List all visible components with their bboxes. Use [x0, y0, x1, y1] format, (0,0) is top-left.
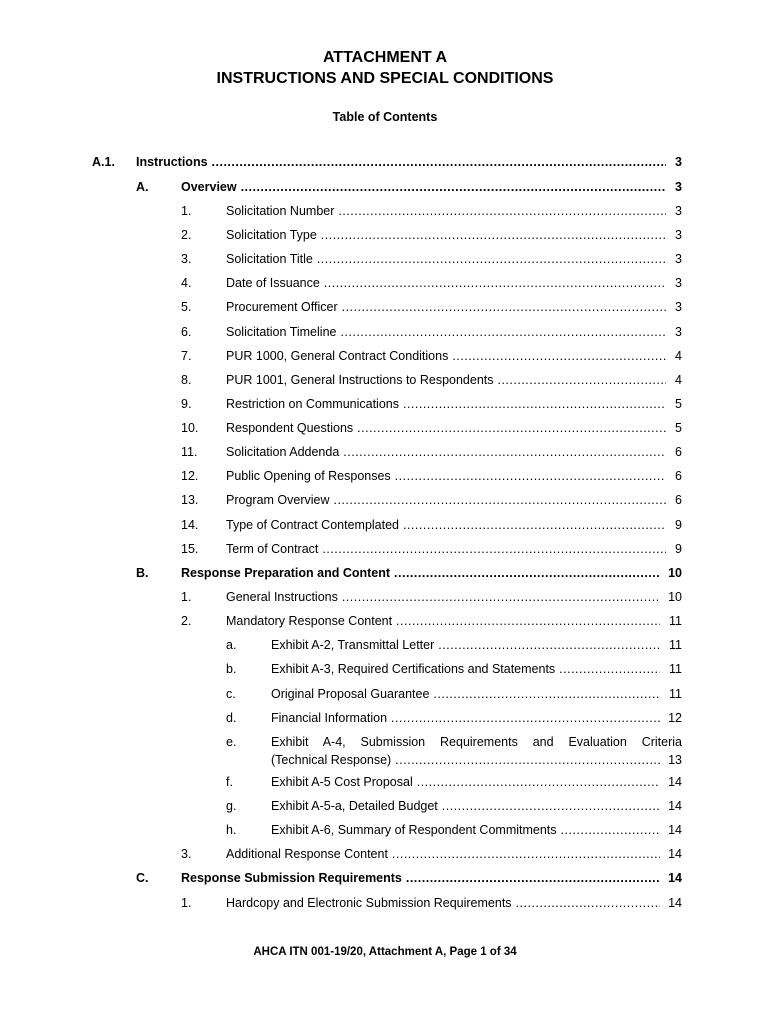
toc-entry-page: 14	[668, 775, 682, 789]
toc-entry-number: C.	[136, 871, 149, 885]
toc-entry-number: 3.	[181, 252, 192, 266]
toc-entry-page: 11	[669, 638, 682, 652]
toc-entry-number: 12.	[181, 469, 199, 483]
document-title-line-1: ATTACHMENT A	[322, 49, 448, 66]
toc-entry-pur-1001[interactable]	[0, 371, 770, 391]
toc-entry-title: Exhibit A-3, Required Certifications and Statements .....	[271, 660, 660, 678]
toc-entry-c-response-submission[interactable]	[0, 869, 770, 889]
toc-entry-term-of-contract[interactable]	[0, 540, 770, 560]
toc-entry-page: 9	[675, 542, 682, 556]
toc-entry-page: 9	[675, 518, 682, 532]
toc-entry-page: 11	[669, 687, 682, 701]
toc-entry-number: b.	[226, 662, 237, 676]
toc-entry-title: Exhibit A-5-a, Detailed Budget .....	[271, 797, 660, 815]
toc-entry-page: 3	[675, 325, 682, 339]
toc-entry-number: 1.	[181, 896, 192, 910]
toc-entry-page: 3	[675, 252, 682, 266]
toc-entry-transmittal-letter[interactable]	[0, 636, 770, 656]
toc-entry-number: 9.	[181, 397, 192, 411]
toc-entry-submission-requirements[interactable]	[0, 733, 770, 773]
toc-entry-number: A.	[136, 180, 149, 194]
toc-entry-title: Public Opening of Responses .....	[226, 467, 666, 485]
toc-entry-number: h.	[226, 823, 237, 837]
toc-entry-title: Solicitation Timeline .....	[226, 323, 666, 341]
toc-entry-title: Date of Issuance .....	[226, 274, 666, 292]
toc-entry-date-of-issuance[interactable]	[0, 274, 770, 294]
toc-entry-page: 6	[675, 445, 682, 459]
toc-entry-restriction-on-communications[interactable]	[0, 395, 770, 415]
toc-entry-required-certifications[interactable]	[0, 660, 770, 680]
toc-entry-title: Financial Information .....	[271, 709, 660, 727]
toc-entry-page: 6	[675, 469, 682, 483]
toc-entry-hardcopy-electronic-submission[interactable]	[0, 894, 770, 914]
toc-entry-title: Procurement Officer .....	[226, 298, 666, 316]
toc-entry-title: Exhibit A-2, Transmittal Letter .....	[271, 636, 660, 654]
toc-entry-public-opening[interactable]	[0, 467, 770, 487]
toc-entry-page: 4	[675, 373, 682, 387]
toc-entry-b-response-preparation[interactable]	[0, 564, 770, 584]
toc-entry-title: Restriction on Communications .....	[226, 395, 666, 413]
toc-entry-general-instructions[interactable]	[0, 588, 770, 608]
toc-entry-page: 14	[668, 896, 682, 910]
toc-entry-page: 3	[675, 155, 682, 169]
toc-entry-number: g.	[226, 799, 237, 813]
toc-entry-title: General Instructions .....	[226, 588, 660, 606]
toc-entry-page: 6	[675, 493, 682, 507]
toc-entry-number: 11.	[181, 445, 198, 459]
toc-entry-title: Mandatory Response Content .....	[226, 612, 660, 630]
toc-entry-title: Respondent Questions .....	[226, 419, 666, 437]
toc-entry-page: 3	[675, 276, 682, 290]
toc-entry-type-of-contract[interactable]	[0, 516, 770, 536]
toc-entry-financial-information[interactable]	[0, 709, 770, 729]
toc-entry-number: a.	[226, 638, 237, 652]
toc-entry-title: PUR 1001, General Instructions to Respondents .....	[226, 371, 666, 389]
toc-entry-title: Response Preparation and Content .....	[181, 564, 659, 582]
toc-entry-number: d.	[226, 711, 237, 725]
toc-entry-page: 5	[675, 421, 682, 435]
toc-entry-title: Solicitation Number .....	[226, 202, 666, 220]
toc-entry-number: 4.	[181, 276, 192, 290]
toc-entry-number: f.	[226, 775, 233, 789]
toc-entry-page: 11	[669, 614, 682, 628]
toc-entry-solicitation-addenda[interactable]	[0, 443, 770, 463]
toc-entry-title: Term of Contract .....	[226, 540, 666, 558]
toc-entry-page: 3	[675, 228, 682, 242]
toc-heading: Table of Contents	[332, 110, 438, 124]
toc-entry-mandatory-response-content[interactable]	[0, 612, 770, 632]
toc-entry-page: 10	[668, 566, 682, 580]
toc-entry-title: Solicitation Title .....	[226, 250, 666, 268]
toc-entry-number: 2.	[181, 614, 192, 628]
toc-entry-a1-instructions[interactable]	[0, 153, 770, 173]
toc-entry-number: 14.	[181, 518, 199, 532]
toc-entry-respondent-questions[interactable]	[0, 419, 770, 439]
toc-entry-number: 15.	[181, 542, 199, 556]
toc-entry-detailed-budget[interactable]	[0, 797, 770, 817]
toc-entry-page: 10	[668, 590, 682, 604]
toc-entry-page: 4	[675, 349, 682, 363]
toc-entry-additional-response-content[interactable]	[0, 845, 770, 865]
toc-entry-a-overview[interactable]	[0, 178, 770, 198]
toc-entry-solicitation-timeline[interactable]	[0, 323, 770, 343]
toc-entry-title-line-2: (Technical Response) .....	[271, 751, 660, 769]
toc-entry-page: 3	[675, 300, 682, 314]
toc-entry-title-line-1: Exhibit A-4, Submission Requirements and Evaluation Criteria	[271, 735, 682, 749]
toc-entry-number: 1.	[181, 204, 192, 218]
toc-entry-procurement-officer[interactable]	[0, 298, 770, 318]
toc-entry-page: 5	[675, 397, 682, 411]
toc-entry-pur-1000[interactable]	[0, 347, 770, 367]
toc-entry-number: 3.	[181, 847, 192, 861]
toc-entry-title: PUR 1000, General Contract Conditions .....	[226, 347, 666, 365]
toc-entry-cost-proposal[interactable]	[0, 773, 770, 793]
toc-entry-title: Instructions .....	[136, 153, 666, 171]
toc-entry-original-proposal-guarantee[interactable]	[0, 685, 770, 705]
toc-entry-program-overview[interactable]	[0, 491, 770, 511]
toc-entry-page: 3	[675, 204, 682, 218]
toc-entry-page: 14	[668, 823, 682, 837]
toc-entry-solicitation-title[interactable]	[0, 250, 770, 270]
toc-entry-title: Original Proposal Guarantee .....	[271, 685, 660, 703]
toc-entry-respondent-commitments[interactable]	[0, 821, 770, 841]
toc-entry-title: Additional Response Content .....	[226, 845, 660, 863]
toc-entry-number: 13.	[181, 493, 199, 507]
toc-entry-number: 2.	[181, 228, 192, 242]
toc-entry-number: 6.	[181, 325, 192, 339]
toc-entry-page: 11	[669, 662, 682, 676]
toc-entry-number: 1.	[181, 590, 192, 604]
toc-entry-number: 7.	[181, 349, 192, 363]
toc-entry-title: Response Submission Requirements .....	[181, 869, 659, 887]
toc-entry-number: c.	[226, 687, 236, 701]
toc-entry-title: Exhibit A-5 Cost Proposal .....	[271, 773, 660, 791]
toc-entry-number: A.1.	[92, 155, 115, 169]
toc-entry-title: Solicitation Addenda .....	[226, 443, 666, 461]
toc-entry-title: Program Overview .....	[226, 491, 666, 509]
toc-entry-number: 10.	[181, 421, 199, 435]
toc-entry-page: 14	[668, 847, 682, 861]
page-footer: AHCA ITN 001-19/20, Attachment A, Page 1 of 34	[253, 946, 517, 958]
toc-entry-number: 8.	[181, 373, 192, 387]
toc-entry-number: B.	[136, 566, 149, 580]
toc-entry-page: 3	[675, 180, 682, 194]
toc-entry-number: 5.	[181, 300, 192, 314]
toc-entry-page: 14	[668, 799, 682, 813]
toc-entry-page: 13	[668, 753, 682, 767]
toc-entry-title: Exhibit A-6, Summary of Respondent Commitments .....	[271, 821, 660, 839]
toc-entry-page: 14	[668, 871, 682, 885]
document-title-line-2: INSTRUCTIONS AND SPECIAL CONDITIONS	[216, 70, 554, 87]
toc-entry-solicitation-type[interactable]	[0, 226, 770, 246]
toc-entry-title: Solicitation Type .....	[226, 226, 666, 244]
toc-entry-number: e.	[226, 735, 237, 749]
toc-entry-title: Type of Contract Contemplated .....	[226, 516, 666, 534]
toc-entry-page: 12	[668, 711, 682, 725]
toc-entry-title: Hardcopy and Electronic Submission Requirements .....	[226, 894, 660, 912]
toc-entry-solicitation-number[interactable]	[0, 202, 770, 222]
toc-entry-title: Overview .....	[181, 178, 666, 196]
